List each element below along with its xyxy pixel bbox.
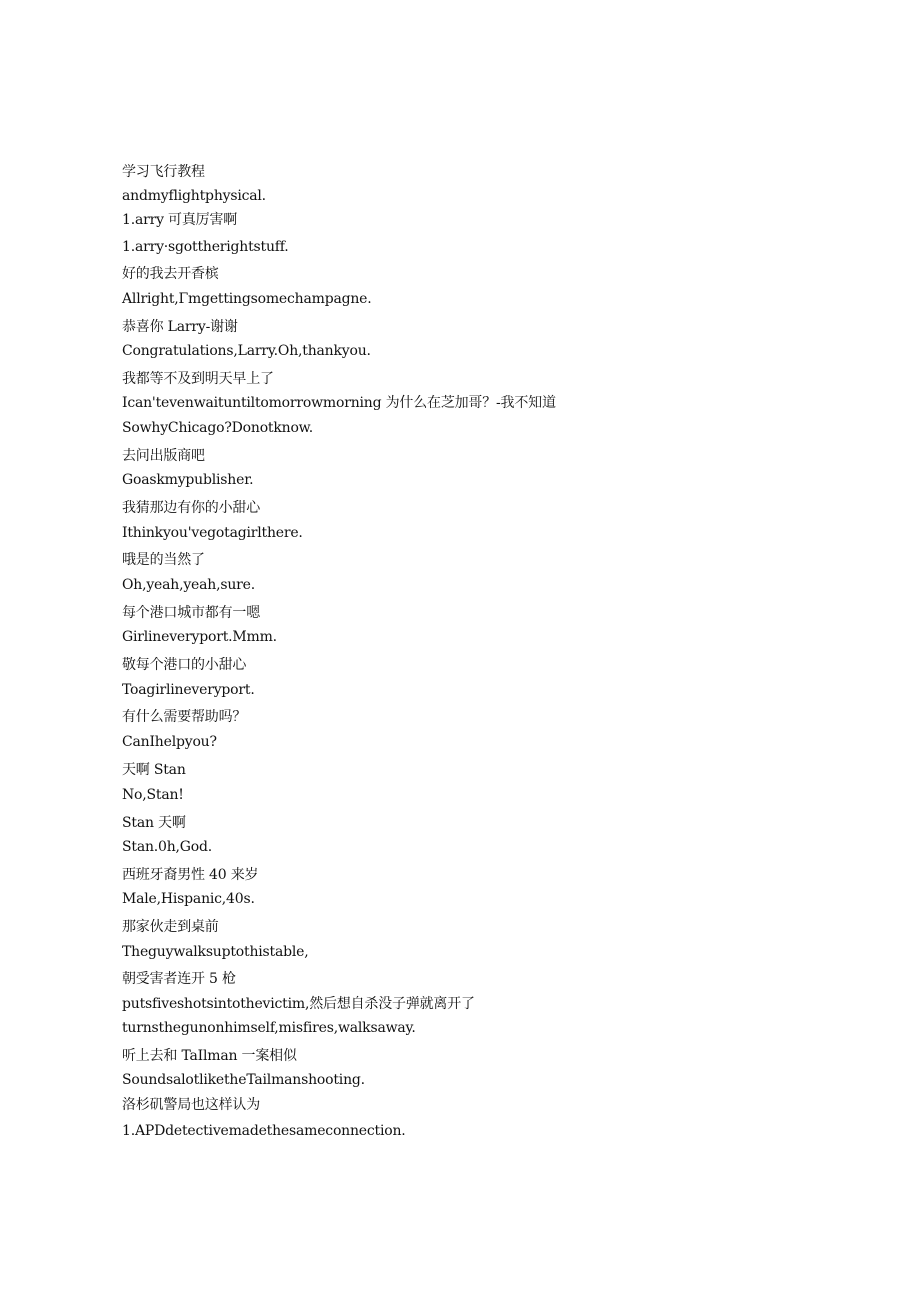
text-line: Girlineveryport.Mmm. [122,629,277,645]
text-line: 1.APDdetectivemadethesameconnection. [122,1123,406,1139]
text-line: SowhyChicago?Donotknow. [122,420,314,436]
text-line: 洛杉矶警局也这样认为 [122,1097,260,1113]
text-line: No,Stan! [122,787,184,803]
text-line: 好的我去开香槟 [122,266,219,282]
text-line: Ithinkyou'vegotagirlthere. [122,525,303,541]
text-line: Oh,yeah,yeah,sure. [122,577,255,593]
text-line: 那家伙走到桌前 [122,919,219,935]
text-line: 恭喜你 Larry-谢谢 [122,319,238,335]
text-line: 听上去和 TaIlman 一案相似 [122,1048,297,1064]
text-line: putsfiveshotsintothevictim,然后想自杀没子弹就离开了 [122,996,475,1012]
text-line: SoundsalotliketheTailmanshooting. [122,1072,365,1088]
text-line: 有什么需要帮助吗？ [122,709,247,725]
text-line: Theguywalksuptothistable, [122,944,309,960]
text-line: Male,Hispanic,40s. [122,891,255,907]
text-line: Ican'tevenwaituntiltomorrowmorning 为什么在芝加哥？-我不知道 [122,395,556,411]
text-line: 朝受害者连开 5 枪 [122,971,236,987]
text-line: Stan 天啊 [122,815,186,831]
text-line: Goaskmypublisher. [122,472,254,488]
text-line: 1.arry 可真厉害啊 [122,212,238,228]
text-line: 我猜那边有你的小甜心 [122,500,260,516]
text-line: 1.arry·sgottherightstuff. [122,239,289,255]
text-line: turnsthegunonhimself,misfires,walksaway. [122,1020,416,1036]
text-line: andmyflightphysical. [122,188,266,204]
text-line: 西班牙裔男性 40 来岁 [122,867,259,883]
text-line: 敬每个港口的小甜心 [122,657,247,673]
text-line: Allright,Γmgettingsomechampagne. [122,291,372,307]
text-line: 天啊 Stan [122,762,186,778]
text-line: Congratulations,Larry.Oh,thankyou. [122,343,371,359]
text-line: 去问出版商吧 [122,448,205,464]
text-line: Toagirlineveryport. [122,682,255,698]
text-line: 每个港口城市都有一嗯 [122,605,260,621]
text-line: 学习飞行教程 [122,164,205,180]
text-line: 哦是的当然了 [122,552,205,568]
text-line: CanIhelpyou? [122,734,217,750]
text-line: 我都等不及到明天早上了 [122,371,274,387]
text-line: Stan.0h,God. [122,839,213,855]
